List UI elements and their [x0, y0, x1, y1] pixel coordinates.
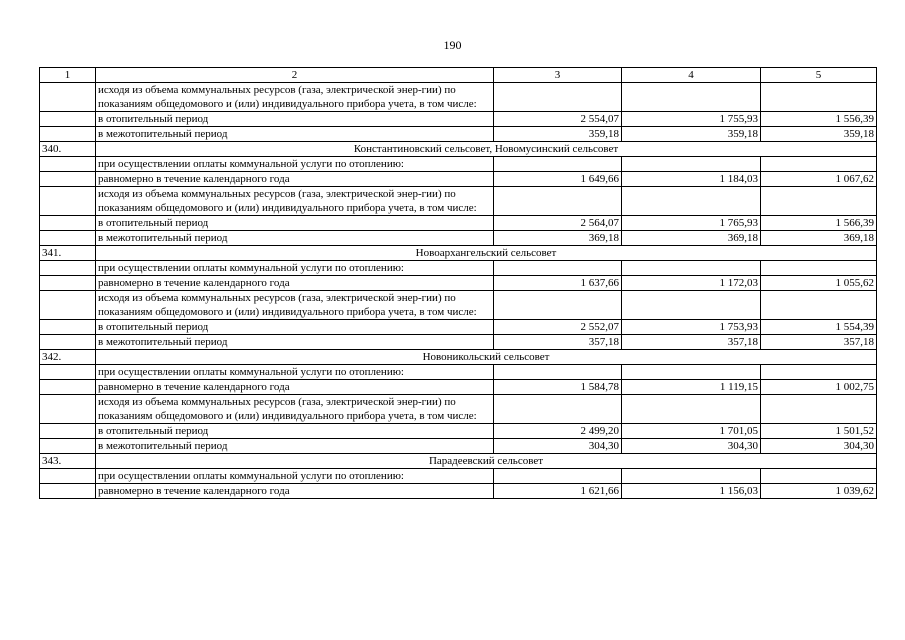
- row-number-empty: [40, 439, 96, 454]
- table-body: [40, 83, 877, 499]
- value-col4: 359,18: [622, 127, 761, 142]
- value-col3: 1 584,78: [494, 380, 622, 395]
- value-col5-empty: [761, 365, 877, 380]
- value-col3: 2 552,07: [494, 320, 622, 335]
- value-col5: 1 566,39: [761, 216, 877, 231]
- value-col3-empty: [494, 365, 622, 380]
- column-number-row: [40, 68, 877, 83]
- row-number-empty: [40, 276, 96, 291]
- value-col4: 1 156,03: [622, 484, 761, 499]
- value-col4-empty: [622, 83, 761, 112]
- row-label: равномерно в течение календарного года: [96, 276, 494, 291]
- value-col5-empty: [761, 395, 877, 424]
- value-col5: 1 556,39: [761, 112, 877, 127]
- value-col3: 369,18: [494, 231, 622, 246]
- value-col5: 359,18: [761, 127, 877, 142]
- value-col4: 1 184,03: [622, 172, 761, 187]
- value-col3-empty: [494, 187, 622, 216]
- row-label: в отопительный период: [96, 112, 494, 127]
- column-header-2: 2: [96, 68, 494, 83]
- row-description: при осуществлении оплаты коммунальной услуги по отоплению:: [96, 365, 494, 380]
- value-col5: 1 055,62: [761, 276, 877, 291]
- row-number-empty: [40, 320, 96, 335]
- value-col4: 1 701,05: [622, 424, 761, 439]
- row-number-empty: [40, 395, 96, 424]
- value-col3: 2 564,07: [494, 216, 622, 231]
- row-number-empty: [40, 469, 96, 484]
- value-col4-empty: [622, 261, 761, 276]
- row-label: в отопительный период: [96, 320, 494, 335]
- value-col5: 1 039,62: [761, 484, 877, 499]
- value-col4: 1 755,93: [622, 112, 761, 127]
- value-col3: 2 554,07: [494, 112, 622, 127]
- value-col4-empty: [622, 395, 761, 424]
- settlement-name: Новоархангельский сельсовет: [96, 246, 877, 261]
- value-col3: 1 649,66: [494, 172, 622, 187]
- value-col5: 304,30: [761, 439, 877, 454]
- row-label: равномерно в течение календарного года: [96, 484, 494, 499]
- value-col4-empty: [622, 187, 761, 216]
- value-col3-empty: [494, 469, 622, 484]
- value-col3-empty: [494, 291, 622, 320]
- value-col4-empty: [622, 365, 761, 380]
- column-header-3: 3: [494, 68, 622, 83]
- tariff-row: [40, 320, 877, 335]
- row-number-empty: [40, 365, 96, 380]
- row-number-empty: [40, 291, 96, 320]
- description-row: [40, 261, 877, 276]
- description-row: [40, 187, 877, 216]
- row-description: исходя из объема коммунальных ресурсов (газа, электрической энер-гии) по показаниям общедомового и (или) индивидуального прибора учета, в том числе:: [96, 83, 494, 112]
- row-description: при осуществлении оплаты коммунальной услуги по отоплению:: [96, 469, 494, 484]
- row-number-empty: [40, 231, 96, 246]
- column-header-4: 4: [622, 68, 761, 83]
- description-row: [40, 83, 877, 112]
- value-col5-empty: [761, 291, 877, 320]
- row-number-empty: [40, 172, 96, 187]
- settlement-header-row: [40, 454, 877, 469]
- tariff-row: [40, 172, 877, 187]
- value-col3: 359,18: [494, 127, 622, 142]
- value-col3-empty: [494, 261, 622, 276]
- row-number: 343.: [40, 454, 96, 469]
- column-header-1: 1: [40, 68, 96, 83]
- value-col3: 1 621,66: [494, 484, 622, 499]
- value-col5: 1 002,75: [761, 380, 877, 395]
- settlement-name: Константиновский сельсовет, Новомусинский сельсовет: [96, 142, 877, 157]
- tariff-row: [40, 439, 877, 454]
- value-col3-empty: [494, 395, 622, 424]
- value-col5-empty: [761, 83, 877, 112]
- value-col4: 1 119,15: [622, 380, 761, 395]
- value-col4: 1 753,93: [622, 320, 761, 335]
- row-number-empty: [40, 424, 96, 439]
- row-label: в межотопительный период: [96, 127, 494, 142]
- row-label: в отопительный период: [96, 424, 494, 439]
- tariff-row: [40, 231, 877, 246]
- tariff-row: [40, 216, 877, 231]
- row-number-empty: [40, 216, 96, 231]
- row-description: исходя из объема коммунальных ресурсов (газа, электрической энер-гии) по показаниям общедомового и (или) индивидуального прибора учета, в том числе:: [96, 291, 494, 320]
- value-col5: 1 067,62: [761, 172, 877, 187]
- row-number: 341.: [40, 246, 96, 261]
- row-label: в межотопительный период: [96, 439, 494, 454]
- tariff-row: [40, 424, 877, 439]
- row-description: исходя из объема коммунальных ресурсов (газа, электрической энер-гии) по показаниям общедомового и (или) индивидуального прибора учета, в том числе:: [96, 187, 494, 216]
- page-number: 190: [443, 38, 462, 52]
- settlement-header-row: [40, 350, 877, 365]
- tariff-row: [40, 335, 877, 350]
- row-label: в отопительный период: [96, 216, 494, 231]
- description-row: [40, 157, 877, 172]
- value-col5: 357,18: [761, 335, 877, 350]
- tariff-row: [40, 127, 877, 142]
- settlement-header-row: [40, 142, 877, 157]
- row-label: равномерно в течение календарного года: [96, 380, 494, 395]
- value-col4: 369,18: [622, 231, 761, 246]
- row-number-empty: [40, 484, 96, 499]
- value-col4: 357,18: [622, 335, 761, 350]
- row-number-empty: [40, 380, 96, 395]
- value-col3: 304,30: [494, 439, 622, 454]
- tariff-row: [40, 112, 877, 127]
- value-col3: 357,18: [494, 335, 622, 350]
- value-col5-empty: [761, 469, 877, 484]
- value-col3-empty: [494, 83, 622, 112]
- row-number-empty: [40, 127, 96, 142]
- value-col5: 1 501,52: [761, 424, 877, 439]
- value-col5-empty: [761, 261, 877, 276]
- settlement-name: Новоникольский сельсовет: [96, 350, 877, 365]
- value-col5-empty: [761, 157, 877, 172]
- column-header-5: 5: [761, 68, 877, 83]
- description-row: [40, 291, 877, 320]
- row-description: при осуществлении оплаты коммунальной услуги по отоплению:: [96, 261, 494, 276]
- description-row: [40, 365, 877, 380]
- row-number-empty: [40, 112, 96, 127]
- row-number-empty: [40, 187, 96, 216]
- value-col3-empty: [494, 157, 622, 172]
- row-number-empty: [40, 261, 96, 276]
- row-label: в межотопительный период: [96, 231, 494, 246]
- value-col5: 1 554,39: [761, 320, 877, 335]
- row-number-empty: [40, 157, 96, 172]
- row-label: в межотопительный период: [96, 335, 494, 350]
- settlement-header-row: [40, 246, 877, 261]
- description-row: [40, 469, 877, 484]
- row-label: равномерно в течение календарного года: [96, 172, 494, 187]
- tariff-table: [39, 67, 877, 499]
- value-col4-empty: [622, 291, 761, 320]
- value-col5: 369,18: [761, 231, 877, 246]
- value-col3: 1 637,66: [494, 276, 622, 291]
- value-col4: 1 172,03: [622, 276, 761, 291]
- value-col4-empty: [622, 469, 761, 484]
- row-number: 342.: [40, 350, 96, 365]
- value-col4: 1 765,93: [622, 216, 761, 231]
- tariff-row: [40, 276, 877, 291]
- description-row: [40, 395, 877, 424]
- row-description: при осуществлении оплаты коммунальной услуги по отоплению:: [96, 157, 494, 172]
- row-number-empty: [40, 83, 96, 112]
- row-number: 340.: [40, 142, 96, 157]
- row-description: исходя из объема коммунальных ресурсов (газа, электрической энер-гии) по показаниям общедомового и (или) индивидуального прибора учета, в том числе:: [96, 395, 494, 424]
- value-col4-empty: [622, 157, 761, 172]
- value-col3: 2 499,20: [494, 424, 622, 439]
- row-number-empty: [40, 335, 96, 350]
- settlement-name: Парадеевский сельсовет: [96, 454, 877, 469]
- tariff-row: [40, 380, 877, 395]
- tariff-row: [40, 484, 877, 499]
- value-col5-empty: [761, 187, 877, 216]
- value-col4: 304,30: [622, 439, 761, 454]
